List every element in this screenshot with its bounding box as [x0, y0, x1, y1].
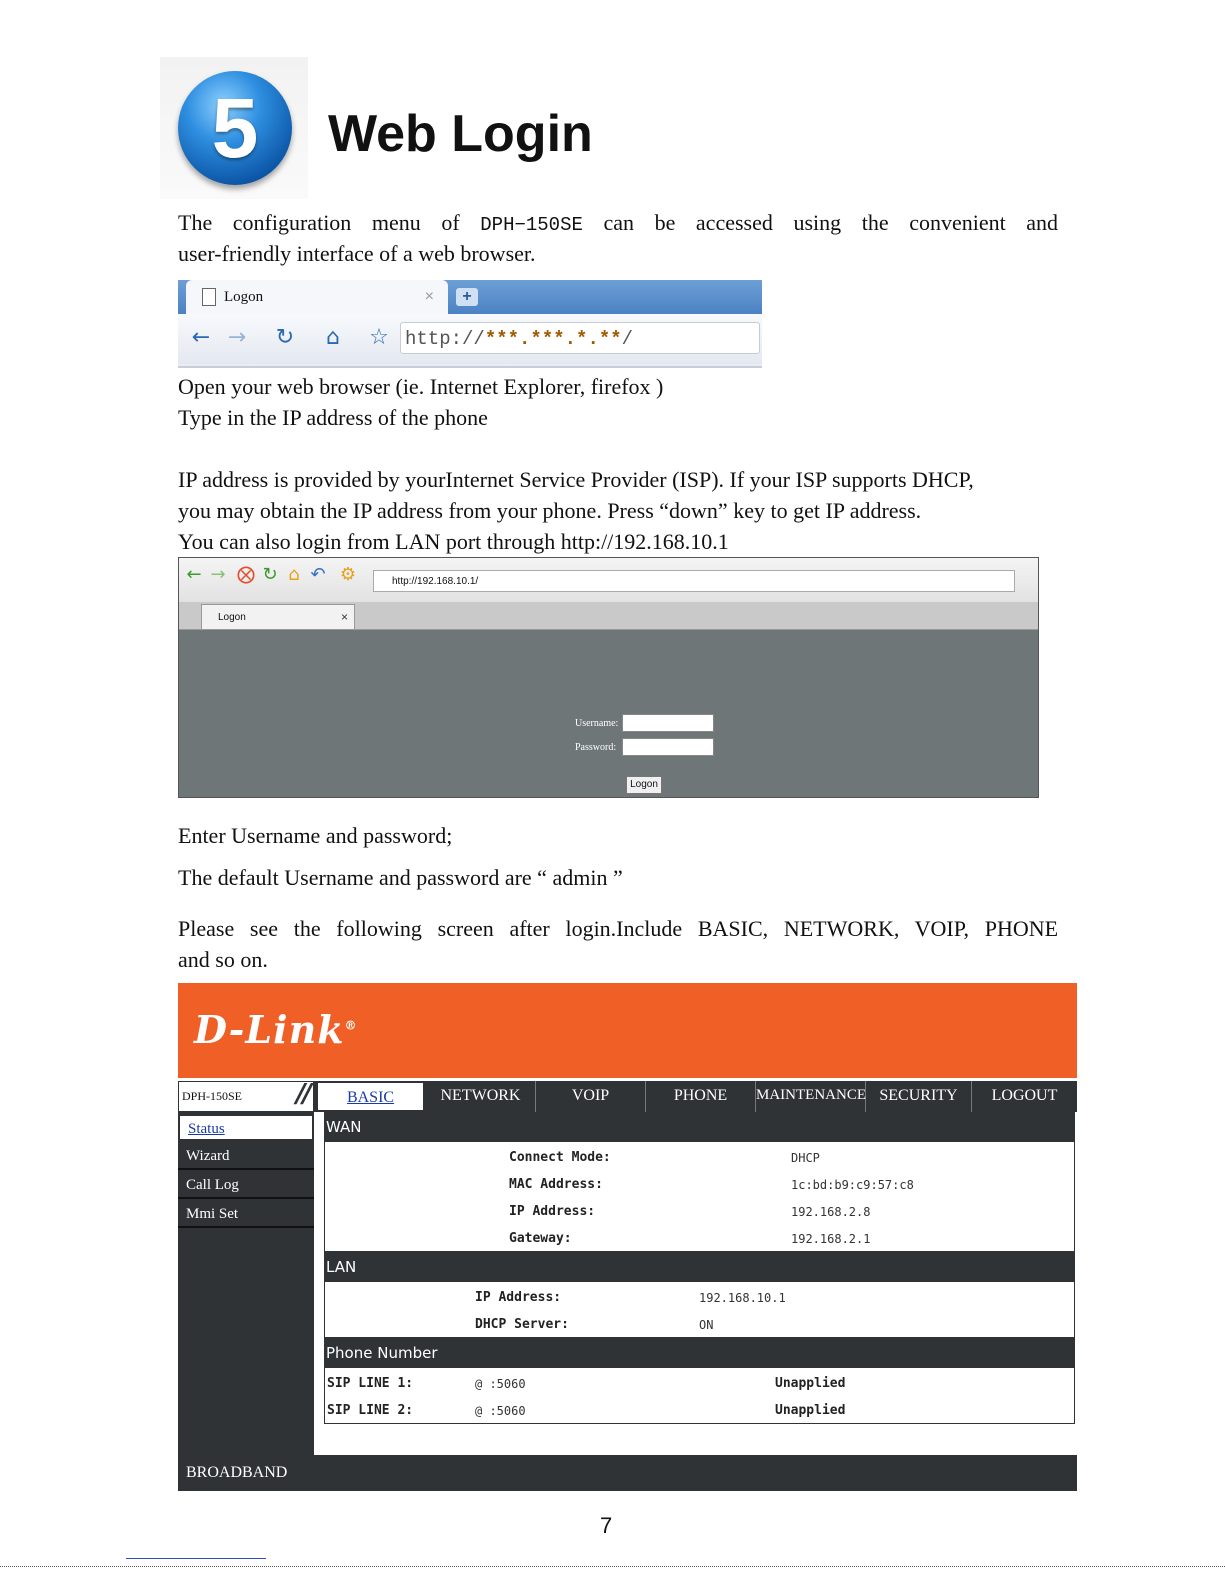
- menu-network[interactable]: NETWORK: [426, 1081, 536, 1112]
- lan-ip-value: 192.168.10.1: [699, 1291, 786, 1305]
- top-menu: [178, 1081, 1077, 1112]
- ip-info-line-2: you may obtain the IP address from your phone. Press “down” key to get IP address.: [178, 498, 922, 523]
- dhcp-server-value: ON: [699, 1318, 714, 1332]
- wan-ip-value: 192.168.2.8: [791, 1205, 871, 1219]
- sip-line-2-status: Unapplied: [775, 1403, 846, 1418]
- menu-maintenance[interactable]: MAINTENANCE: [756, 1081, 866, 1112]
- footer-rule: [126, 1558, 266, 1559]
- logon-button[interactable]: Logon: [626, 776, 662, 794]
- username-input[interactable]: [622, 714, 714, 732]
- menu-logout[interactable]: LOGOUT: [991, 1087, 1058, 1104]
- password-label: Password:: [575, 742, 617, 753]
- sidebar-item-mmi-set[interactable]: Mmi Set: [178, 1201, 314, 1228]
- after-login-line-2: and so on.: [178, 947, 268, 972]
- menu-voip[interactable]: VOIP: [536, 1081, 646, 1112]
- page-icon: [202, 288, 216, 306]
- default-credentials-text: The default Username and password are “ admin ”: [178, 865, 623, 890]
- lan-section-title: LAN: [324, 1252, 1075, 1282]
- connect-mode-label: Connect Mode:: [509, 1150, 611, 1165]
- username-label: Username:: [575, 718, 619, 729]
- step-badge: [160, 57, 308, 199]
- gateway-label: Gateway:: [509, 1231, 572, 1246]
- ip-info-line-1: IP address is provided by yourInternet Service Provider (ISP). If your ISP supports DHCP,: [178, 467, 974, 492]
- stop-icon[interactable]: ⨂: [237, 564, 255, 585]
- wan-ip-label: IP Address:: [509, 1204, 596, 1219]
- sidebar: [178, 1112, 314, 1455]
- lan-ip-label: IP Address:: [475, 1290, 562, 1305]
- sidebar-item-status[interactable]: Status: [178, 1114, 314, 1141]
- tab-bar: [178, 280, 762, 314]
- sidebar-item-call-log[interactable]: Call Log: [178, 1172, 314, 1199]
- mac-address-label: MAC Address:: [509, 1177, 603, 1192]
- menu-phone[interactable]: PHONE: [646, 1081, 756, 1112]
- page-number: 7: [600, 1513, 613, 1538]
- gateway-value: 192.168.2.1: [791, 1232, 871, 1246]
- phone-number-box: [324, 1368, 1075, 1424]
- dlink-status-screenshot: [178, 983, 1077, 1491]
- address-bar[interactable]: http://***.***.*.**/: [400, 322, 760, 354]
- intro-line-2: user-friendly interface of a web browser.: [178, 241, 536, 266]
- sip-line-2-label: SIP LINE 2:: [327, 1403, 414, 1418]
- close-tab-icon[interactable]: ×: [340, 610, 348, 624]
- lan-box: [324, 1282, 1075, 1338]
- ip-info-line-3: You can also login from LAN port through http://192.168.10.1: [178, 529, 729, 554]
- address-bar[interactable]: http://192.168.10.1/: [373, 570, 1015, 592]
- extension-icon[interactable]: ⚙: [339, 564, 357, 585]
- wan-section-title: WAN: [324, 1112, 1075, 1142]
- forward-arrow-icon[interactable]: →: [210, 564, 226, 585]
- home-icon[interactable]: ⌂: [326, 325, 340, 350]
- dlink-footer: BROADBAND: [178, 1455, 1077, 1491]
- phone-number-section-title: Phone Number: [324, 1338, 1075, 1368]
- star-icon[interactable]: ☆: [369, 325, 389, 350]
- bottom-dotted-rule: [0, 1566, 1225, 1567]
- tab-logon[interactable]: Logon ×: [186, 280, 448, 314]
- new-tab-button[interactable]: +: [456, 288, 478, 306]
- close-tab-icon[interactable]: ×: [424, 288, 434, 305]
- enter-credentials-text: Enter Username and password;: [178, 823, 453, 848]
- step-number: 5: [178, 71, 292, 185]
- model-label: DPH-150SE //: [178, 1081, 314, 1112]
- sidebar-item-wizard[interactable]: Wizard: [178, 1143, 314, 1170]
- tab-logon[interactable]: Logon ×: [201, 604, 355, 629]
- reload-icon[interactable]: ↻: [275, 325, 295, 350]
- tab-bar: [179, 602, 1038, 630]
- browser-screenshot-chrome: [178, 280, 762, 368]
- back-arrow-icon[interactable]: ←: [191, 325, 211, 350]
- dlink-logo: D-Link®: [194, 1007, 358, 1052]
- menu-security[interactable]: SECURITY: [866, 1081, 972, 1112]
- sip-line-2-value: @ :5060: [475, 1404, 526, 1418]
- wan-box: [324, 1142, 1075, 1252]
- sip-line-1-status: Unapplied: [775, 1376, 846, 1391]
- home-icon[interactable]: ⌂: [288, 564, 300, 585]
- slash-decoration-icon: //: [296, 1079, 309, 1109]
- dlink-banner: [178, 983, 1077, 1078]
- undo-icon[interactable]: ↶: [310, 564, 326, 585]
- browser-screenshot-logon: [178, 557, 1039, 798]
- menu-basic[interactable]: BASIC: [316, 1081, 425, 1112]
- after-login-line-1: Please see the following screen after login.Include BASIC, NETWORK, VOIP, PHONE: [178, 916, 1059, 941]
- sip-line-1-value: @ :5060: [475, 1377, 526, 1391]
- refresh-icon[interactable]: ↻: [262, 564, 278, 585]
- mac-address-value: 1c:bd:b9:c9:57:c8: [791, 1178, 914, 1192]
- step-open-browser: Open your web browser (ie. Internet Explorer, firefox ): [178, 374, 664, 399]
- nav-bar: [178, 314, 762, 364]
- step-type-ip: Type in the IP address of the phone: [178, 405, 488, 430]
- dhcp-server-label: DHCP Server:: [475, 1317, 569, 1332]
- back-arrow-icon[interactable]: ←: [186, 564, 202, 585]
- browser-toolbar: [179, 558, 1038, 602]
- intro-line-1: The configuration menu of DPH−150SE can be accessed using the convenient and: [178, 210, 1059, 236]
- page-title: Web Login: [328, 105, 593, 163]
- sip-line-1-label: SIP LINE 1:: [327, 1376, 414, 1391]
- connect-mode-value: DHCP: [791, 1151, 820, 1165]
- status-content: [324, 1112, 1075, 1455]
- model-name: DPH−150SE: [480, 214, 583, 236]
- forward-arrow-icon[interactable]: →: [227, 325, 247, 350]
- password-input[interactable]: [622, 738, 714, 756]
